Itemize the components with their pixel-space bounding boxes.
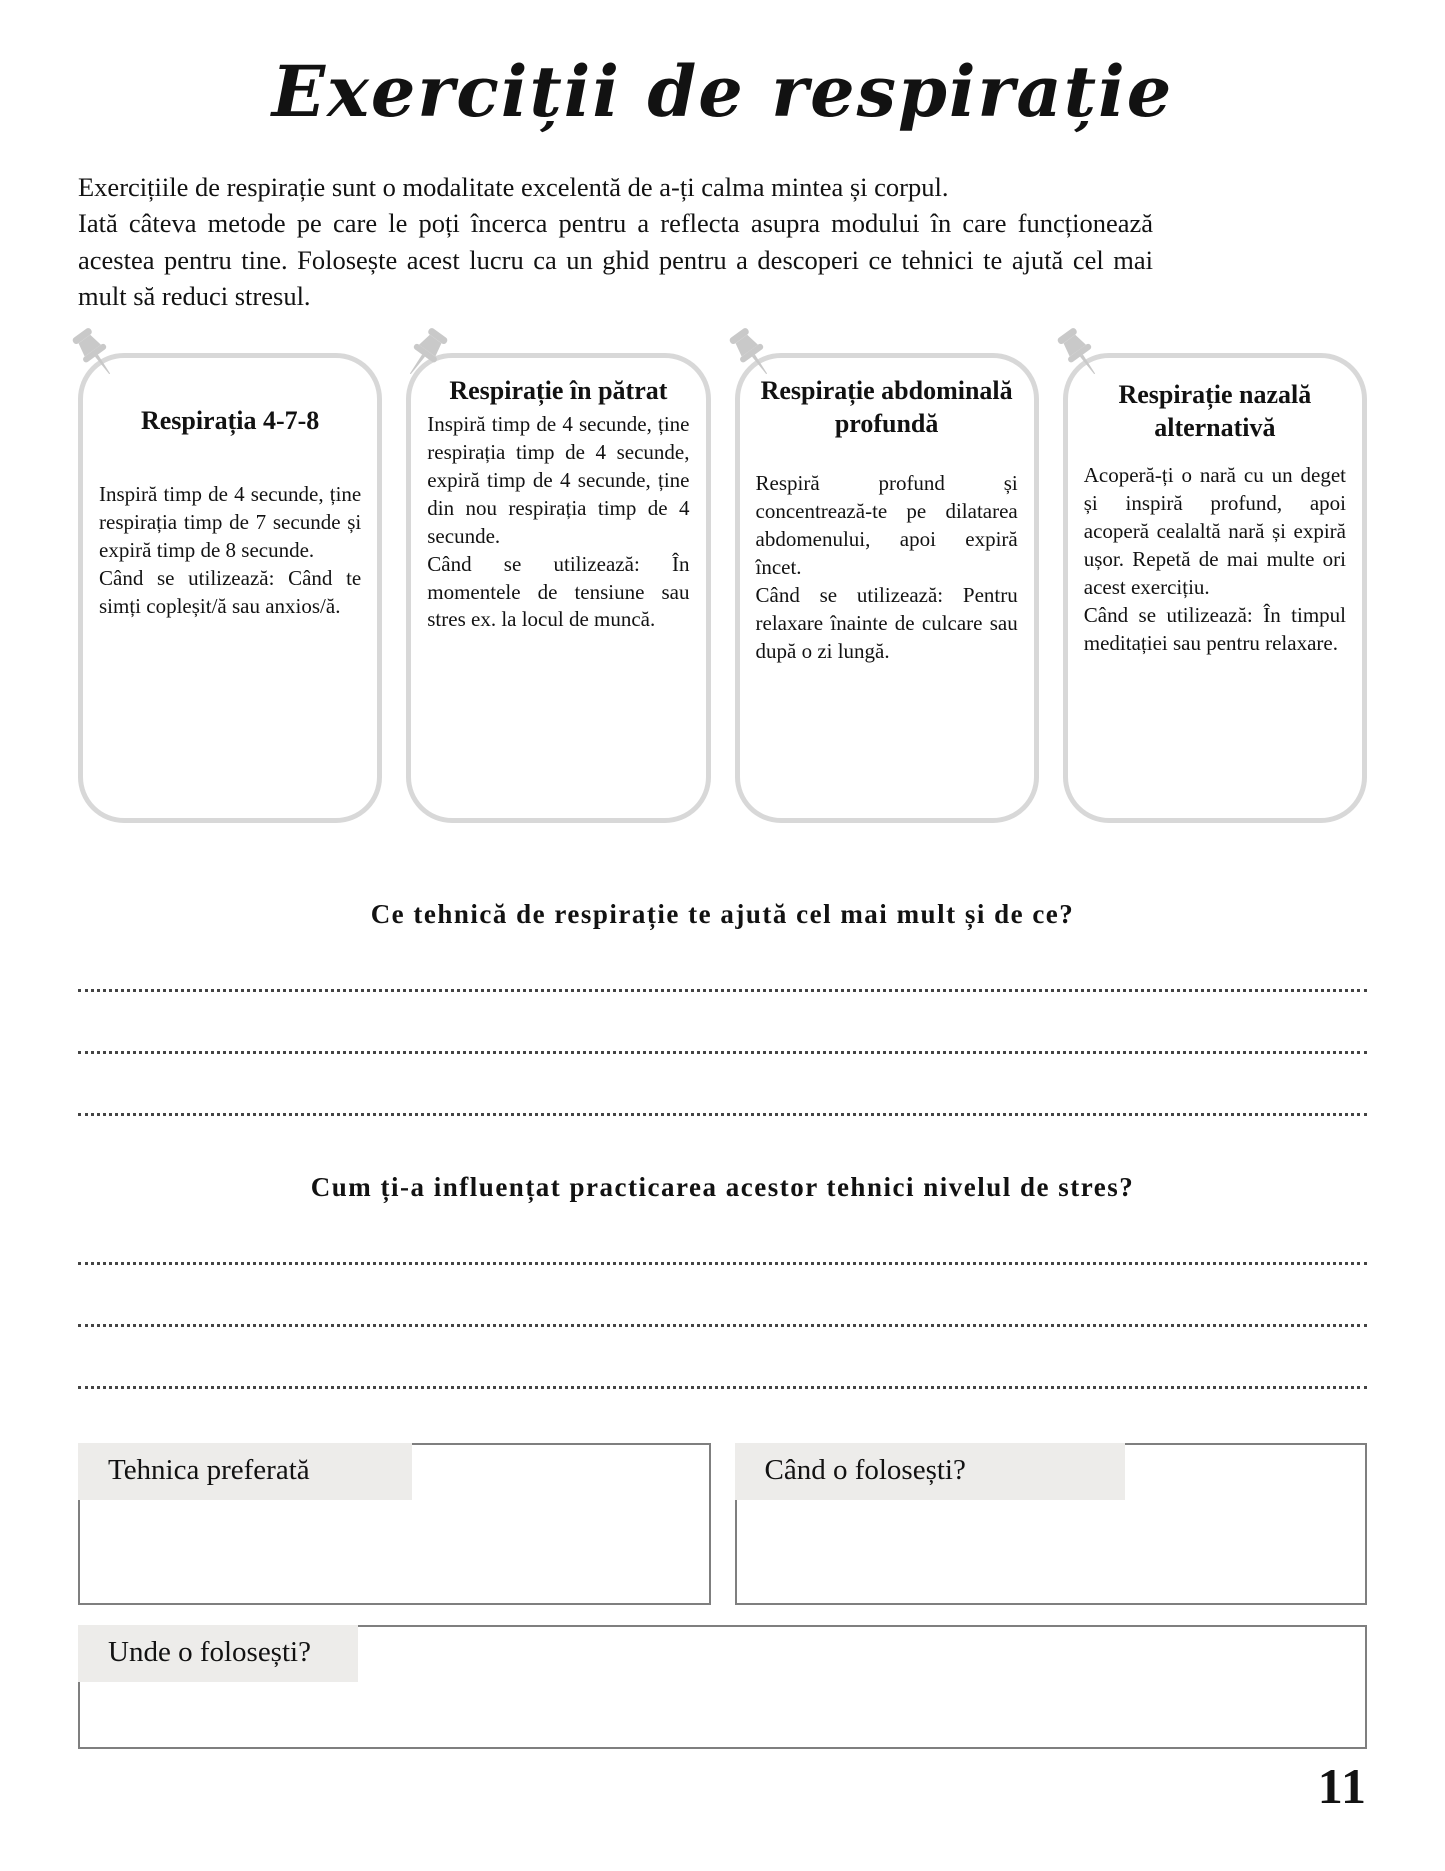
favorite-technique-box[interactable] xyxy=(78,1443,711,1605)
technique-card-abdominala xyxy=(735,353,1039,823)
favorite-technique-label: Tehnica preferată xyxy=(78,1443,412,1500)
intro-paragraph xyxy=(78,169,1153,315)
answer-line[interactable] xyxy=(78,1203,1367,1265)
card-title: Respirația 4-7-8 xyxy=(140,405,320,435)
answer-boxes-row xyxy=(78,1443,1367,1605)
card-title: Respirație nazală alternativă xyxy=(1118,379,1312,443)
page-title: Exerciții de respirație xyxy=(271,50,1174,133)
intro-line-2: Iată câteva metode pe care le poți încerca pentru a reflecta asupra modului în care funcționează acestea pentru tine. Folosește acest lucru ca un ghid pentru a descoperi ce tehnici te ajută cel mai mult să reduci stresul. xyxy=(78,208,1153,312)
where-used-box[interactable] xyxy=(78,1625,1367,1749)
card-description: Respiră profund și concentrează-te pe dilatarea abdomenului, apoi expiră încet. xyxy=(755,471,1018,580)
card-description: Inspiră timp de 4 secunde, ține respirația timp de 4 secunde, expiră timp de 4 secunde, ține din nou respirația timp de 4 secunde. xyxy=(427,412,690,548)
pushpin-icon xyxy=(56,314,136,396)
answer-line[interactable] xyxy=(78,930,1367,992)
card-description: Acoperă-ți o nară cu un deget și inspiră profund, apoi acoperă cealaltă nară și expiră ușor. Repetă de mai multe ori acest exercițiu. xyxy=(1083,463,1346,599)
intro-line-1: Exercițiile de respirație sunt o modalitate excelentă de a-ți calma mintea și corpul. xyxy=(78,171,949,202)
answer-lines-question-1 xyxy=(78,930,1367,1116)
card-usage: Când se utilizează: Pentru relaxare înainte de culcare sau după o zi lungă. xyxy=(755,582,1018,663)
card-usage: Când se utilizează: Când te simți copleșit/ă sau anxios/ă. xyxy=(99,565,362,618)
card-title: Respirație abdominală profundă xyxy=(760,375,1013,439)
where-used-label: Unde o folosești? xyxy=(78,1625,358,1682)
answer-line[interactable] xyxy=(78,992,1367,1054)
card-title: Respirație în pătrat xyxy=(449,375,668,405)
technique-card-nazala xyxy=(1063,353,1367,823)
card-usage: Când se utilizează: În momentele de tensiune sau stres ex. la locul de muncă. xyxy=(427,551,690,632)
when-used-box[interactable] xyxy=(735,1443,1368,1605)
when-used-label: Când o folosești? xyxy=(735,1443,1125,1500)
answer-line[interactable] xyxy=(78,1327,1367,1389)
answer-line[interactable] xyxy=(78,1054,1367,1116)
card-description: Inspiră timp de 4 secunde, ține respirația timp de 7 secunde și expiră timp de 8 secunde. xyxy=(99,482,362,562)
question-best-technique: Ce tehnică de respirație te ajută cel mai mult și de ce? xyxy=(370,898,1075,929)
technique-card-478 xyxy=(78,353,382,823)
answer-line[interactable] xyxy=(78,1265,1367,1327)
technique-cards xyxy=(78,353,1367,823)
card-usage: Când se utilizează: În timpul meditației sau pentru relaxare. xyxy=(1083,602,1346,655)
question-stress-level: Cum ți-a influențat practicarea acestor tehnici nivelul de stres? xyxy=(310,1171,1135,1202)
answer-lines-question-2 xyxy=(78,1203,1367,1389)
technique-card-patrat xyxy=(406,353,710,823)
page-number: 11 xyxy=(1317,1757,1367,1814)
